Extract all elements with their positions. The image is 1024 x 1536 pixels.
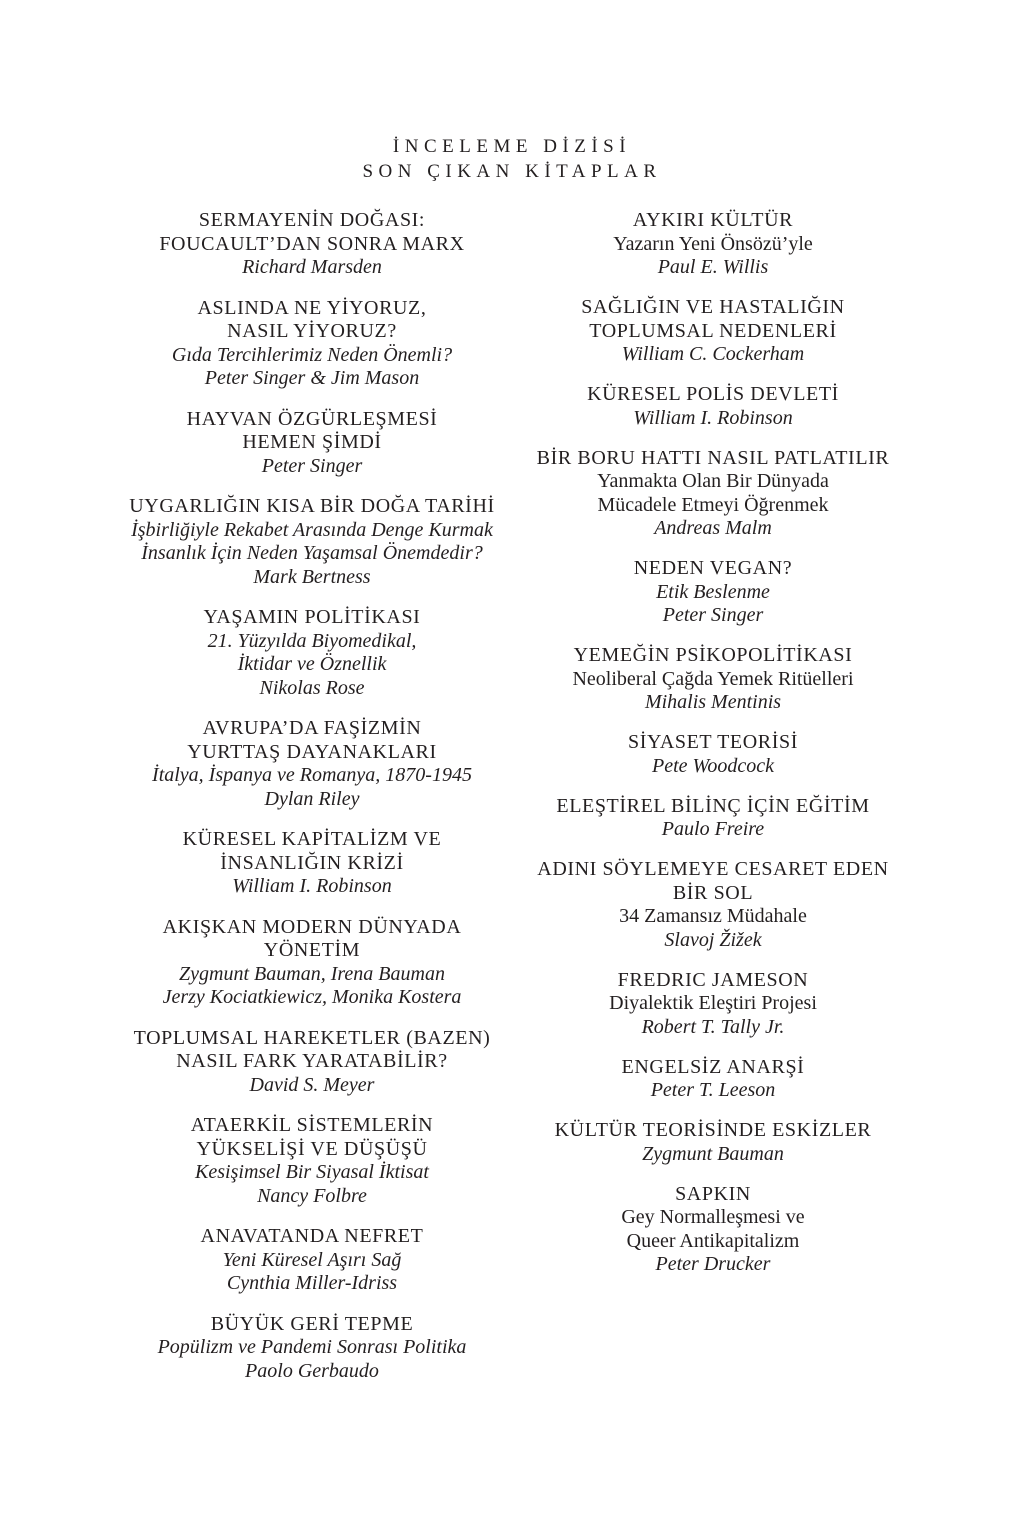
book-title-line: NASIL FARK YARATABİLİR? xyxy=(176,1050,448,1072)
book-italic-line: Richard Marsden xyxy=(242,256,382,278)
book-title-line: ADINI SÖYLEMEYE CESARET EDEN xyxy=(537,858,889,880)
book-entry xyxy=(506,209,920,280)
book-title-line: YÜKSELİŞİ VE DÜŞÜŞÜ xyxy=(196,1137,428,1160)
book-title-line: AYKIRI KÜLTÜR xyxy=(632,209,794,231)
book-title-line: ELEŞTİREL BİLİNÇ İÇİN EĞİTİM xyxy=(556,794,870,817)
book-title-line: TOPLUMSAL HAREKETLER (BAZEN) xyxy=(133,1026,491,1049)
book-italic-line: Mark Bertness xyxy=(253,565,371,588)
book-entry xyxy=(86,297,538,391)
book-entry xyxy=(86,717,538,811)
series-header xyxy=(0,134,1024,184)
book-title-line: HAYVAN ÖZGÜRLEŞMESİ xyxy=(186,407,438,430)
book-entry xyxy=(506,1183,920,1277)
book-italic-line: Peter Singer xyxy=(662,604,764,626)
book-title-line: FOUCAULT’DAN SONRA MARX xyxy=(159,232,465,255)
book-italic-line: Zygmunt Bauman, Irena Bauman xyxy=(179,962,445,985)
book-entry xyxy=(506,1119,920,1166)
book-italic-line: William I. Robinson xyxy=(232,875,392,897)
book-italic-line: İktidar ve Öznellik xyxy=(237,653,387,675)
book-entry xyxy=(506,969,920,1040)
book-italic-line: İnsanlık İçin Neden Yaşamsal Önemdedir? xyxy=(141,542,483,564)
book-italic-line: William C. Cockerham xyxy=(621,343,805,365)
book-subtitle-line: Neoliberal Çağda Yemek Ritüelleri xyxy=(572,667,854,690)
book-italic-line: William I. Robinson xyxy=(633,406,793,429)
book-title-line: TOPLUMSAL NEDENLERİ xyxy=(589,319,837,342)
book-subtitle-line: 34 Zamansız Müdahale xyxy=(619,905,807,927)
series-subtitle: SON ÇIKAN KİTAPLAR xyxy=(362,161,662,182)
book-subtitle-line: Yanmakta Olan Bir Dünyada xyxy=(597,470,829,492)
book-title-line: BİR SOL xyxy=(672,881,754,904)
series-title: İNCELEME DİZİSİ xyxy=(392,136,632,157)
book-italic-line: Etik Beslenme xyxy=(656,580,770,603)
book-italic-line: David S. Meyer xyxy=(249,1073,375,1096)
book-italic-line: Peter Drucker xyxy=(655,1253,771,1275)
book-title-line: ANAVATANDA NEFRET xyxy=(200,1225,424,1247)
book-italic-line: Paulo Freire xyxy=(661,818,765,840)
book-entry xyxy=(506,858,920,952)
book-title-line: AVRUPA’DA FAŞİZMİN xyxy=(202,717,422,739)
book-subtitle-line: Yazarın Yeni Önsözü’yle xyxy=(613,232,813,255)
book-entry xyxy=(86,209,538,280)
book-italic-line: Paolo Gerbaudo xyxy=(245,1359,379,1382)
book-entry xyxy=(86,1027,538,1098)
book-title-line: KÜRESEL POLİS DEVLETİ xyxy=(587,383,839,405)
book-italic-line: Jerzy Kociatkiewicz, Monika Kostera xyxy=(162,986,462,1008)
book-entry xyxy=(86,828,538,899)
book-italic-line: Pete Woodcock xyxy=(652,754,774,777)
book-entry xyxy=(86,408,538,479)
book-italic-line: Popülizm ve Pandemi Sonrası Politika xyxy=(157,1336,467,1358)
book-italic-line: Paul E. Willis xyxy=(657,256,769,278)
book-subtitle-line: Queer Antikapitalizm xyxy=(626,1229,800,1252)
book-subtitle-line: Gey Normalleşmesi ve xyxy=(621,1206,805,1228)
book-title-line: KÜRESEL KAPİTALİZM VE xyxy=(182,828,442,850)
book-title-line: NASIL YİYORUZ? xyxy=(227,320,397,342)
book-entry xyxy=(86,1114,538,1208)
book-entry xyxy=(506,557,920,628)
book-subtitle-line: Diyalektik Eleştiri Projesi xyxy=(609,992,817,1014)
book-title-line: SAĞLIĞIN VE HASTALIĞIN xyxy=(581,296,845,318)
book-title-line: HEMEN ŞİMDİ xyxy=(242,431,382,453)
book-entry xyxy=(506,447,920,541)
left-book-column xyxy=(86,209,538,1400)
book-title-line: BÜYÜK GERİ TEPME xyxy=(210,1312,414,1335)
book-entry xyxy=(506,383,920,430)
book-italic-line: Peter Singer xyxy=(261,454,363,477)
book-italic-line: Yeni Küresel Aşırı Sağ xyxy=(222,1248,402,1271)
book-entry xyxy=(506,296,920,367)
book-title-line: SAPKIN xyxy=(675,1182,751,1205)
book-italic-line: Slavoj Žižek xyxy=(664,928,762,951)
book-italic-line: Robert T. Tally Jr. xyxy=(641,1015,785,1038)
book-entry xyxy=(86,495,538,589)
book-title-line: YURTTAŞ DAYANAKLARI xyxy=(187,740,437,763)
book-entry xyxy=(86,1225,538,1296)
book-entry xyxy=(506,795,920,842)
book-italic-line: Peter T. Leeson xyxy=(650,1079,776,1101)
book-italic-line: Mihalis Mentinis xyxy=(644,691,782,713)
book-entry xyxy=(86,1313,538,1384)
book-italic-line: Gıda Tercihlerimiz Neden Önemli? xyxy=(171,343,453,366)
book-italic-line: Zygmunt Bauman xyxy=(642,1142,784,1165)
book-italic-line: İtalya, İspanya ve Romanya, 1870-1945 xyxy=(152,764,472,786)
book-title-line: ATAERKİL SİSTEMLERİN xyxy=(190,1114,434,1136)
book-title-line: KÜLTÜR TEORİSİNDE ESKİZLER xyxy=(554,1119,872,1141)
book-italic-line: İşbirliğiyle Rekabet Arasında Denge Kurmak xyxy=(131,518,493,541)
book-italic-line: Nikolas Rose xyxy=(259,676,365,699)
book-title-line: AKIŞKAN MODERN DÜNYADA xyxy=(162,915,462,938)
book-title-line: İNSANLIĞIN KRİZİ xyxy=(220,851,404,874)
book-subtitle-line: Mücadele Etmeyi Öğrenmek xyxy=(597,493,829,516)
book-title-line: NEDEN VEGAN? xyxy=(633,557,793,579)
book-title-line: ASLINDA NE YİYORUZ, xyxy=(197,296,427,319)
book-title-line: YAŞAMIN POLİTİKASI xyxy=(203,606,421,628)
book-italic-line: Dylan Riley xyxy=(264,787,360,810)
book-title-line: UYGARLIĞIN KISA BİR DOĞA TARİHİ xyxy=(129,495,495,517)
book-title-line: BİR BORU HATTI NASIL PATLATILIR xyxy=(536,446,890,469)
book-entry xyxy=(506,731,920,778)
book-title-line: SİYASET TEORİSİ xyxy=(628,731,798,753)
book-entry xyxy=(86,916,538,1010)
book-entry xyxy=(506,1056,920,1103)
book-italic-line: Nancy Folbre xyxy=(257,1184,367,1207)
book-italic-line: Andreas Malm xyxy=(654,517,772,539)
book-title-line: FREDRIC JAMESON xyxy=(617,968,809,991)
book-title-line: ENGELSİZ ANARŞİ xyxy=(621,1055,805,1078)
book-italic-line: Cynthia Miller-Idriss xyxy=(226,1272,398,1294)
book-italic-line: Peter Singer & Jim Mason xyxy=(204,367,420,389)
book-italic-line: Kesişimsel Bir Siyasal İktisat xyxy=(195,1161,429,1183)
book-entry xyxy=(86,606,538,700)
book-entry xyxy=(506,644,920,715)
book-italic-line: 21. Yüzyılda Biyomedikal, xyxy=(207,629,417,652)
book-title-line: YÖNETİM xyxy=(263,939,361,961)
book-title-line: YEMEĞİN PSİKOPOLİTİKASI xyxy=(573,644,853,666)
right-book-column xyxy=(506,209,920,1293)
book-title-line: SERMAYENİN DOĞASI: xyxy=(198,209,426,231)
